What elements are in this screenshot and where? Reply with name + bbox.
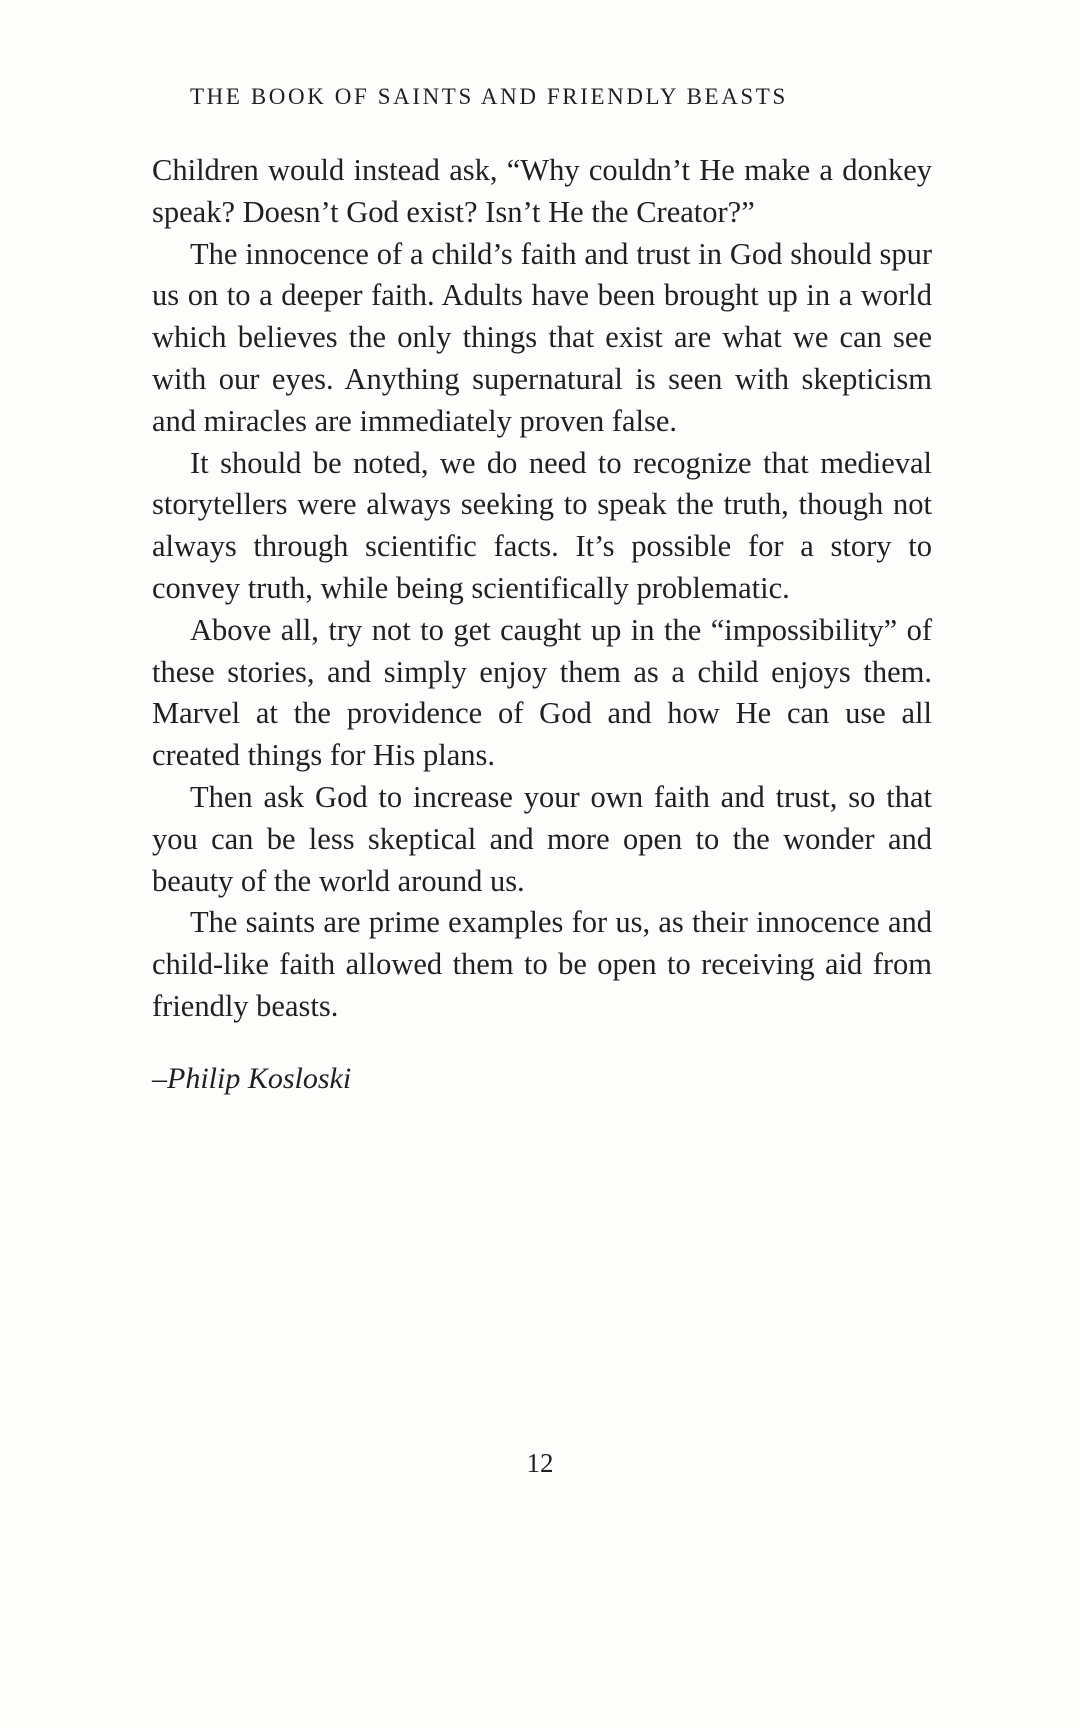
page-number: 12 [526, 1448, 554, 1478]
author-signature: –Philip Kosloski [152, 1062, 352, 1095]
paragraph: The innocence of a child’s faith and trust in God should spur us on to a deeper faith. Adults have been brought up in a world which believes the only things that exist are what we can see with our eyes. Anything supernatural is seen with skepticism and miracles are immediately proven false. [152, 236, 932, 438]
paragraph: Then ask God to increase your own faith and trust, so that you can be less skeptical and more open to the wonder and beauty of the world around us. [152, 779, 932, 898]
paragraph: The saints are prime examples for us, as their innocence and child-like faith allowed them to be open to receiving aid from friendly beasts. [152, 905, 932, 1023]
paragraph: Above all, try not to get caught up in the “impossibility” of these stories, and simply enjoy them as a child enjoys them. Marvel at the providence of God and how He can use all created things for His plans. [152, 612, 932, 773]
running-head: THE BOOK OF SAINTS AND FRIENDLY BEASTS [190, 84, 788, 109]
paragraph: Children would instead ask, “Why couldn’t He make a donkey speak? Doesn’t God exist? Isn’t He the Creator?” [152, 153, 932, 229]
body-text [152, 150, 932, 1028]
paragraph: It should be noted, we do need to recognize that medieval storytellers were always seeking to speak the truth, though not always through scientific facts. It’s possible for a story to convey truth, while being scientifically problematic. [152, 445, 932, 605]
